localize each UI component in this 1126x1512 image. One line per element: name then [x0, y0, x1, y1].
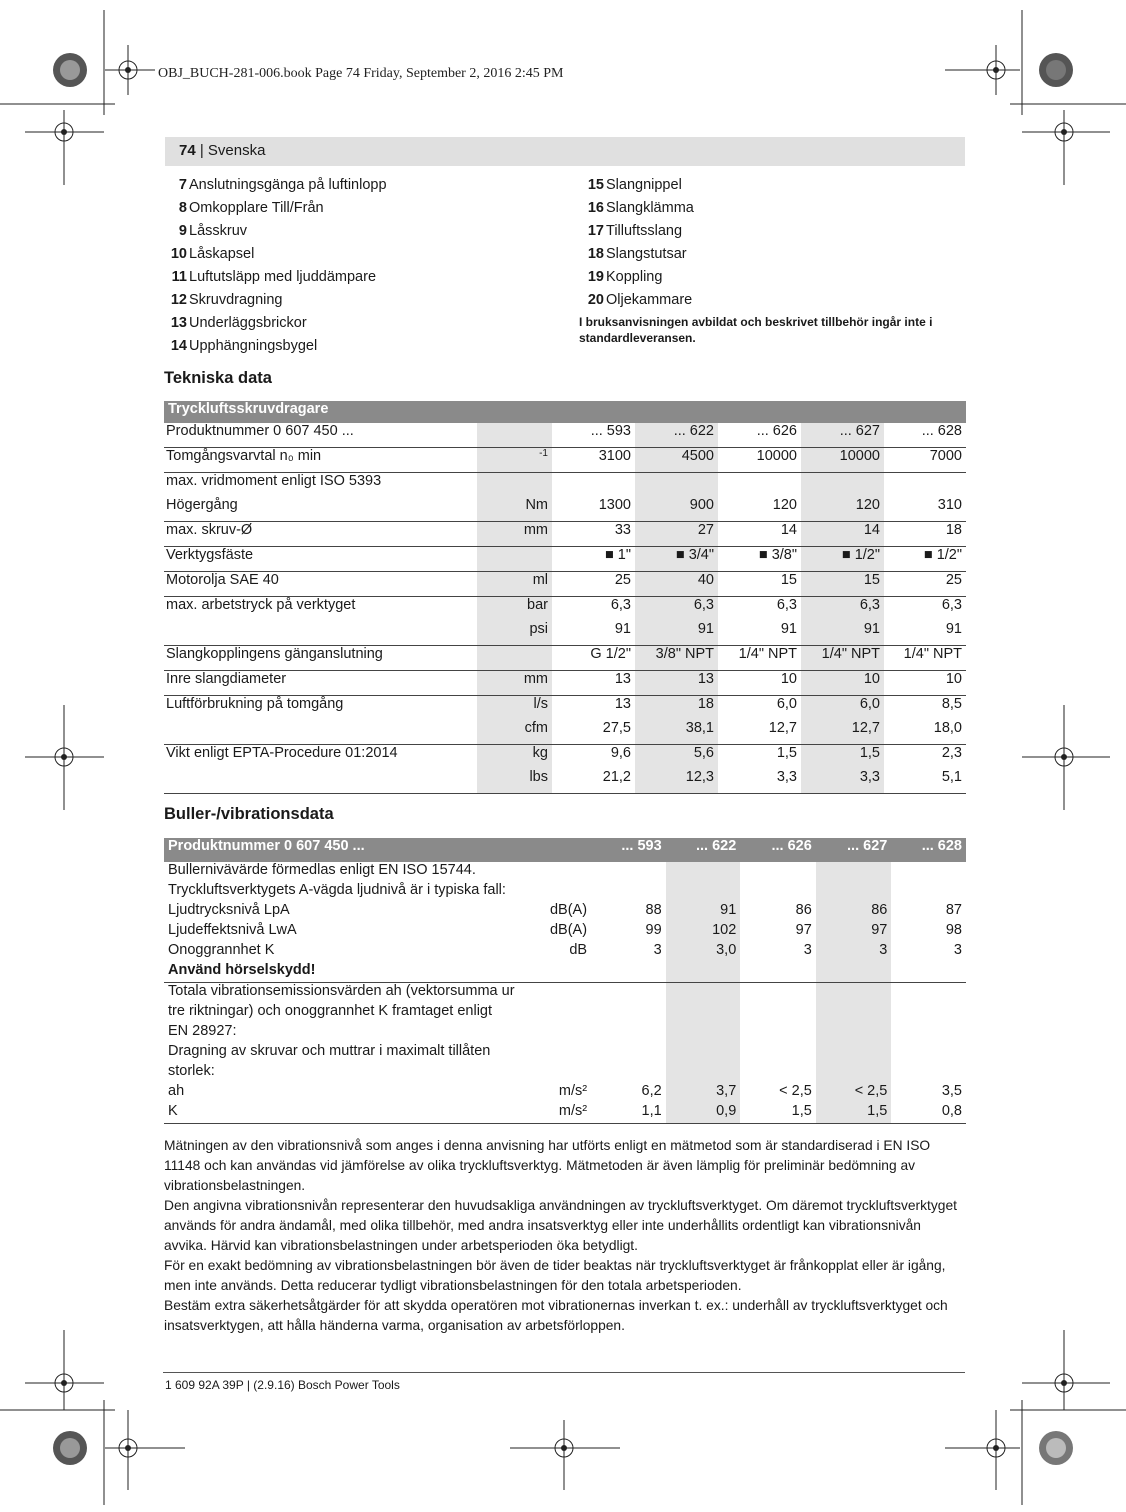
noise-value: [591, 983, 666, 1004]
part-name: Skruvdragning: [189, 292, 283, 308]
noise-value: 1,5: [740, 1103, 816, 1124]
part-number: 19: [587, 269, 604, 285]
noise-unit: dB(A): [549, 902, 588, 918]
tech-value: 12,7: [718, 720, 801, 745]
noise-value: [666, 882, 741, 902]
tech-value: 13: [635, 671, 718, 696]
noise-unit: dB(A): [549, 922, 588, 938]
part-name: Upphängningsbygel: [189, 338, 318, 354]
noise-value: [740, 882, 816, 902]
part-item: [582, 174, 982, 197]
noise-value: [816, 882, 892, 902]
tech-value: 6,0: [776, 696, 797, 712]
noise-header-row: [164, 838, 966, 862]
noise-row: [164, 1083, 966, 1103]
noise-row: [164, 882, 966, 902]
part-item: [165, 335, 565, 358]
noise-value: 3: [953, 942, 962, 958]
noise-value: 3,5: [941, 1083, 962, 1099]
noise-value: [740, 1003, 816, 1023]
page-header-bar: [165, 137, 965, 166]
tech-unit: lbs: [477, 769, 552, 794]
noise-row: [164, 1003, 966, 1023]
noise-unit: m/s²: [519, 1103, 592, 1124]
tech-label: Produktnummer 0 607 450 ...: [164, 423, 477, 448]
noise-value: 6,2: [641, 1083, 662, 1099]
noise-value: 88: [645, 902, 662, 918]
tech-value: 91: [635, 621, 718, 646]
tech-row: [164, 448, 966, 473]
tech-value: 6,3: [776, 597, 797, 613]
tech-value: 6,3: [610, 597, 631, 613]
part-item: [165, 197, 565, 220]
tech-label: max. arbetstryck på verktyget: [166, 597, 356, 613]
tech-value: 3,3: [801, 769, 884, 794]
noise-label: Bullernivävärde förmedlas enligt EN ISO 15744.: [168, 862, 476, 878]
noise-value: [740, 862, 816, 882]
part-item: [165, 289, 565, 312]
noise-value: 99: [645, 922, 662, 938]
noise-value: [891, 1063, 966, 1083]
tech-value: 18,0: [884, 720, 966, 745]
noise-value: [666, 1063, 741, 1083]
noise-value: 97: [795, 922, 812, 938]
tech-label: [164, 720, 477, 745]
tech-value: 5,6: [635, 745, 718, 770]
noise-value: [591, 862, 666, 882]
tech-unit: ml: [477, 572, 552, 597]
tech-label: max. skruv-Ø: [164, 522, 477, 547]
noise-unit: [519, 1023, 592, 1043]
noise-header-value: ... 622: [666, 838, 741, 862]
noise-value: [891, 1003, 966, 1023]
noise-value: 102: [666, 922, 741, 942]
noise-value: 91: [666, 902, 741, 922]
noise-unit: [519, 1063, 592, 1083]
noise-value: [666, 962, 741, 983]
tech-row: [164, 696, 966, 721]
noise-value: [816, 1043, 892, 1063]
tech-value: 25: [884, 572, 966, 597]
noise-label: EN 28927:: [168, 1023, 237, 1039]
tech-value: G 1/2": [552, 646, 635, 671]
footer-text: 1 609 92A 39P | (2.9.16) Bosch Power Tools: [165, 1378, 400, 1392]
tech-value: 10: [718, 671, 801, 696]
tech-value: ... 626: [718, 423, 801, 448]
tech-unit: psi: [477, 621, 552, 646]
tech-row: [164, 671, 966, 696]
noise-value: [891, 962, 966, 983]
tech-value: ... 593: [552, 423, 635, 448]
noise-row: [164, 1103, 966, 1124]
part-number: 15: [587, 177, 604, 193]
noise-value: [666, 1023, 741, 1043]
part-number: 17: [587, 223, 604, 239]
noise-row: [164, 1063, 966, 1083]
noise-label: tre riktningar) och onoggrannhet K framtaget enligt: [168, 1003, 493, 1019]
tech-row: [164, 597, 966, 622]
noise-row: [164, 862, 966, 882]
part-item: [582, 220, 982, 243]
part-name: Låskapsel: [189, 246, 255, 262]
noise-value: [891, 882, 966, 902]
tech-unit: mm: [477, 522, 552, 547]
tech-value: 900: [635, 497, 718, 522]
tech-value: 3100: [552, 448, 635, 473]
tech-label: Högergång: [164, 497, 477, 522]
tech-label: Verktygsfäste: [164, 547, 477, 572]
tech-table-header: Tryckluftsskruvdragare: [164, 401, 966, 423]
noise-value: 98: [945, 922, 962, 938]
noise-label: Ljudeffektsnivå LwA: [168, 922, 297, 938]
tech-unit: [477, 473, 552, 498]
tech-value: 10000: [801, 448, 884, 473]
tech-unit: bar: [477, 597, 552, 622]
noise-value: [591, 1003, 666, 1023]
part-number: 9: [178, 223, 187, 239]
noise-unit: [519, 1043, 592, 1063]
part-name: Luftutsläpp med ljuddämpare: [189, 269, 377, 285]
noise-label: ah: [168, 1083, 185, 1099]
noise-label: storlek:: [168, 1063, 215, 1079]
noise-row: [164, 962, 966, 983]
tech-label: Luftförbrukning på tomgång: [166, 696, 344, 712]
noise-unit: [519, 983, 592, 1004]
noise-value: [666, 862, 741, 882]
noise-value: [591, 962, 666, 983]
tech-value: 7000: [884, 448, 966, 473]
tech-row: [164, 473, 966, 498]
tech-value: ... 627: [801, 423, 884, 448]
footer-rule: [163, 1372, 965, 1373]
noise-value: 3,7: [666, 1083, 741, 1103]
tech-value: 10: [801, 671, 884, 696]
noise-unit: [519, 882, 592, 902]
part-number: 10: [170, 246, 187, 262]
info-paragraph: Den angivna vibrationsnivån representerar den huvudsakliga användningen av tryckluftsverktyget. Om däremot tryckluftsverktyget används för andra ändamål, med olika tillbehör, med andra insatsverktyg eller inte underhållits ordentligt kan vibrationsnivån avvika. Härvid kan vibrationsbelastningen under arbetsperioden öka betydligt.: [164, 1198, 957, 1253]
tech-value: 6,3: [801, 597, 884, 622]
noise-value: 1,1: [591, 1103, 666, 1124]
tech-row: [164, 522, 966, 547]
noise-value: 3: [816, 942, 892, 962]
part-name: Slangstutsar: [606, 246, 687, 262]
tech-label: Tomgångsvarvtal n₀ min: [164, 448, 477, 473]
tech-value: 10: [884, 671, 966, 696]
noise-header-value: ... 626: [740, 838, 816, 862]
tech-value: 40: [635, 572, 718, 597]
part-item: [165, 312, 565, 335]
noise-row: [164, 922, 966, 942]
tech-value: 18: [884, 522, 966, 547]
tech-label: Slangkopplingens gänganslutning: [164, 646, 477, 671]
tech-value: 1,5: [801, 745, 884, 770]
parts-list-left: [165, 174, 565, 358]
part-item: [582, 266, 982, 289]
noise-value: [740, 1063, 816, 1083]
noise-value: 87: [945, 902, 962, 918]
tech-value: ... 622: [635, 423, 718, 448]
info-paragraph: Bestäm extra säkerhetsåtgärder för att skydda operatören mot vibrationernas inverkan t. ex.: underhåll av tryckluftsverktyget och insatsverktygen, att hålla händerna varma, organisation av arbetsförloppen.: [164, 1298, 948, 1333]
tech-unit: [477, 423, 552, 448]
noise-label: K: [164, 1103, 519, 1124]
tech-unit: -1: [477, 448, 552, 473]
noise-unit: [519, 1003, 592, 1023]
noise-value: [891, 1043, 966, 1063]
tech-value: 38,1: [635, 720, 718, 745]
tech-value: 5,1: [884, 769, 966, 794]
part-number: 7: [178, 177, 187, 193]
tech-value: 25: [552, 572, 635, 597]
tech-value: 91: [801, 621, 884, 646]
noise-value: [816, 1023, 892, 1043]
noise-row: [164, 983, 966, 1004]
part-name: Tilluftsslang: [606, 223, 683, 239]
page-language: Svenska: [207, 142, 266, 159]
tech-value: 27: [635, 522, 718, 547]
noise-row: [164, 942, 966, 962]
part-number: 16: [587, 200, 604, 216]
tech-label: Inre slangdiameter: [164, 671, 477, 696]
noise-label: Använd hörselskydd!: [164, 962, 519, 983]
noise-value: 86: [816, 902, 892, 922]
tech-data-title: Tekniska data: [164, 369, 272, 387]
tech-value: [884, 473, 966, 498]
noise-value: [591, 1063, 666, 1083]
tech-value: 15: [801, 572, 884, 597]
noise-value: [740, 962, 816, 983]
part-name: Låsskruv: [189, 223, 248, 239]
tech-value: 6,0: [801, 696, 884, 721]
part-number: 8: [178, 200, 187, 216]
noise-value: 3,0: [666, 942, 741, 962]
noise-value: [591, 1043, 666, 1063]
tech-row: [164, 720, 966, 745]
tech-value: 10000: [718, 448, 801, 473]
noise-row: [164, 1023, 966, 1043]
tech-value: 13: [614, 696, 631, 712]
noise-value: [816, 1003, 892, 1023]
noise-header-value: ... 593: [591, 838, 666, 862]
part-name: Underläggsbrickor: [189, 315, 307, 331]
tech-value: 4500: [635, 448, 718, 473]
noise-unit: dB: [569, 942, 588, 958]
tech-value: [552, 473, 635, 498]
noise-unit: [519, 862, 592, 882]
noise-value: 86: [795, 902, 812, 918]
noise-label: Totala vibrationsemissionsvärden ah (vektorsumma ur: [168, 983, 515, 999]
tech-value: [718, 473, 801, 498]
noise-value: [666, 1043, 741, 1063]
noise-value: [591, 882, 666, 902]
page-header-separator: |: [195, 142, 208, 159]
noise-unit: m/s²: [558, 1083, 588, 1099]
tech-unit: [477, 547, 552, 572]
page-number: 74: [179, 142, 196, 159]
tech-label: [164, 769, 477, 794]
noise-label: Ljudtrycksnivå LpA: [168, 902, 290, 918]
tech-value: 13: [552, 671, 635, 696]
noise-header-unit: [519, 838, 592, 862]
part-name: Slangklämma: [606, 200, 694, 216]
tech-value: 1/4" NPT: [884, 646, 966, 671]
tech-value: ■ 1/2": [801, 547, 884, 572]
info-paragraph: Mätningen av den vibrationsnivå som anges i denna anvisning har utförts enligt en mätmetod som är standardiserad i EN ISO 11148 och kan användas vid jämförelse av olika tryckluftsverktyg. Mätmetoden är även lämplig för preliminär bedömning av vibrationsbelastningen.: [164, 1138, 931, 1193]
noise-value: [891, 862, 966, 882]
noise-label: Onoggrannhet K: [168, 942, 275, 958]
tech-value: 1300: [552, 497, 635, 522]
tech-value: 3/8" NPT: [635, 646, 718, 671]
part-item: [165, 174, 565, 197]
tech-value: 14: [718, 522, 801, 547]
tech-value: 15: [718, 572, 801, 597]
tech-value: 1,5: [776, 745, 797, 761]
noise-value: [891, 1023, 966, 1043]
tech-value: 14: [801, 522, 884, 547]
tech-value: 91: [552, 621, 635, 646]
part-number: 12: [170, 292, 187, 308]
noise-value: 3: [803, 942, 812, 958]
tech-row: [164, 646, 966, 671]
part-number: 14: [170, 338, 187, 354]
noise-value: [816, 862, 892, 882]
noise-value: [740, 1043, 816, 1063]
part-name: Anslutningsgänga på luftinlopp: [189, 177, 387, 193]
tech-label: [164, 621, 477, 646]
noise-value: < 2,5: [816, 1083, 892, 1103]
tech-value: 12,7: [801, 720, 884, 745]
tech-unit: Nm: [477, 497, 552, 522]
tech-unit: mm: [477, 671, 552, 696]
tech-value: 18: [635, 696, 718, 721]
noise-value: [666, 1003, 741, 1023]
part-name: Oljekammare: [606, 292, 693, 308]
tech-row: [164, 621, 966, 646]
part-item: [582, 289, 982, 312]
part-name: Slangnippel: [606, 177, 682, 193]
tech-value: 6,3: [635, 597, 718, 622]
part-name: Omkopplare Till/Från: [189, 200, 324, 216]
tech-value: [801, 473, 884, 498]
part-name: Koppling: [606, 269, 663, 285]
tech-unit: kg: [477, 745, 552, 770]
part-item: [165, 220, 565, 243]
tech-value: 2,3: [941, 745, 962, 761]
noise-value: [666, 983, 741, 1004]
tech-value: ■ 3/4": [635, 547, 718, 572]
noise-header-value: ... 627: [816, 838, 892, 862]
noise-row: [164, 902, 966, 922]
tech-value: 1/4" NPT: [718, 646, 801, 671]
noise-value: 0,9: [666, 1103, 741, 1124]
noise-unit: [519, 962, 592, 983]
vibration-info-text: [164, 1136, 966, 1336]
noise-value: 97: [816, 922, 892, 942]
tech-value: 33: [552, 522, 635, 547]
tech-row: [164, 745, 966, 770]
info-paragraph: För en exakt bedömning av vibrationsbelastningen bör även de tider beaktas när tryckluftsverktyget är frånkopplat eller är igång, men inte används. Detta reducerar tydligt vibrationsbelastningen för den totala arbetsperioden.: [164, 1258, 946, 1293]
noise-data-title: Buller-/vibrationsdata: [164, 805, 334, 823]
tech-value: 91: [718, 621, 801, 646]
part-item: [582, 243, 982, 266]
part-item: [165, 243, 565, 266]
noise-value: [740, 983, 816, 1004]
tech-unit: [477, 646, 552, 671]
noise-value: < 2,5: [779, 1083, 812, 1099]
noise-value: 3: [653, 942, 662, 958]
accessory-note: I bruksanvisningen avbildat och beskrivet tillbehör ingår inte i standardleveransen.: [579, 315, 933, 345]
parts-list-right: [582, 174, 982, 312]
tech-value: 310: [884, 497, 966, 522]
tech-value: ■ 1/2": [884, 547, 966, 572]
noise-label: Dragning av skruvar och muttrar i maximalt tillåten: [168, 1043, 491, 1059]
tech-unit: cfm: [477, 720, 552, 745]
tech-value: 12,3: [635, 769, 718, 794]
part-item: [165, 266, 565, 289]
tech-row: [164, 547, 966, 572]
noise-value: [816, 983, 892, 1004]
tech-value: 8,5: [941, 696, 962, 712]
tech-label: max. vridmoment enligt ISO 5393: [166, 473, 382, 489]
tech-data-table: [164, 401, 966, 794]
tech-value: 3,3: [718, 769, 801, 794]
tech-value: 1/4" NPT: [801, 646, 884, 671]
tech-value: ■ 1": [552, 547, 635, 572]
tech-value: 120: [801, 497, 884, 522]
tech-row: [164, 497, 966, 522]
tech-row: [164, 423, 966, 448]
tech-value: 27,5: [552, 720, 635, 745]
noise-value: [816, 1063, 892, 1083]
noise-label: Tryckluftsverktygets A-vägda ljudnivå är i typiska fall:: [168, 882, 506, 898]
noise-value: [740, 1023, 816, 1043]
tech-value: [635, 473, 718, 498]
part-item: [582, 197, 982, 220]
tech-value: 91: [884, 621, 966, 646]
noise-value: [816, 962, 892, 983]
noise-value: 0,8: [891, 1103, 966, 1124]
tech-value: 21,2: [552, 769, 635, 794]
noise-header-label: Produktnummer 0 607 450 ...: [164, 838, 519, 862]
tech-row: [164, 572, 966, 597]
tech-unit: l/s: [477, 696, 552, 721]
part-number: 20: [587, 292, 604, 308]
tech-label: Motorolja SAE 40: [164, 572, 477, 597]
tech-value: ... 628: [884, 423, 966, 448]
noise-value: [891, 983, 966, 1004]
noise-value: 1,5: [816, 1103, 892, 1124]
part-number: 18: [587, 246, 604, 262]
noise-data-table: [164, 838, 966, 1124]
tech-value: ■ 3/8": [718, 547, 801, 572]
print-header: OBJ_BUCH-281-006.book Page 74 Friday, September 2, 2016 2:45 PM: [158, 66, 564, 81]
noise-header-value: ... 628: [891, 838, 966, 862]
noise-value: [591, 1023, 666, 1043]
tech-value: 120: [718, 497, 801, 522]
tech-value: 6,3: [941, 597, 962, 613]
noise-row: [164, 1043, 966, 1063]
tech-row: [164, 769, 966, 794]
tech-label: Vikt enligt EPTA-Procedure 01:2014: [166, 745, 398, 761]
part-number: 11: [171, 269, 187, 285]
part-number: 13: [170, 315, 187, 331]
tech-value: 9,6: [610, 745, 631, 761]
